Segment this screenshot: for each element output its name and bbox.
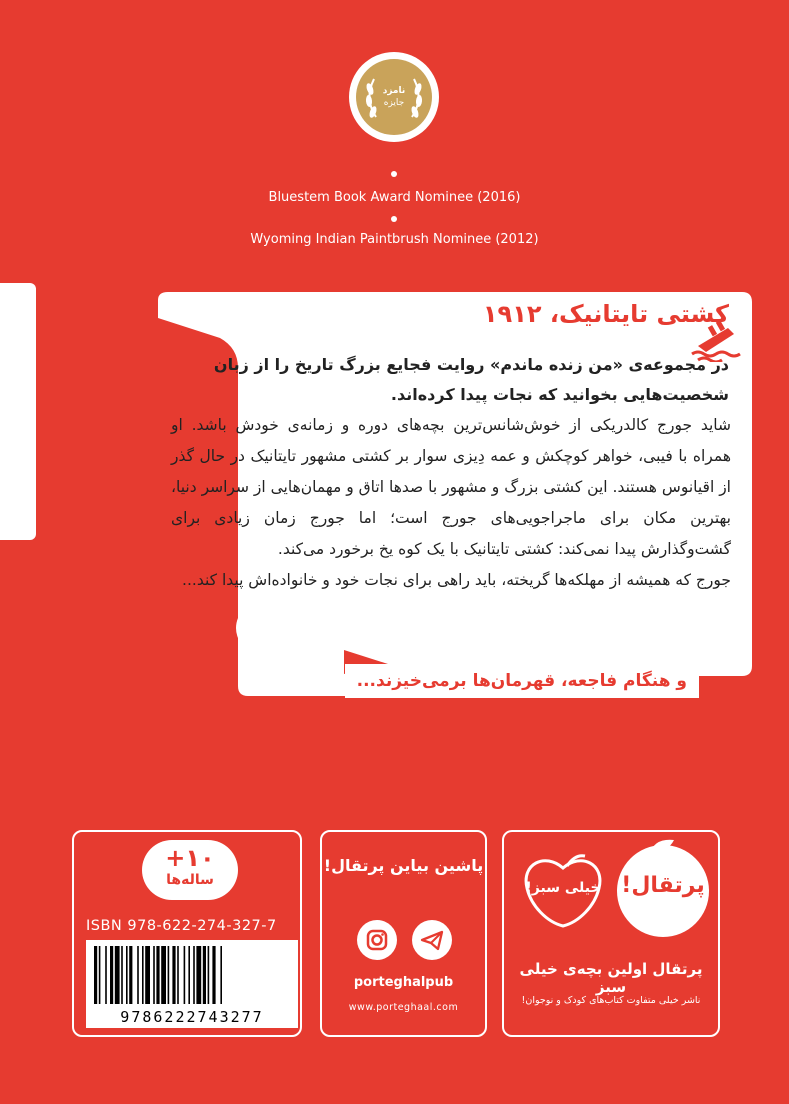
website-link[interactable]: www.porteghaal.com <box>348 1002 459 1013</box>
age-label: ساله‌ها <box>166 872 214 888</box>
award-nominee-2: Wyoming Indian Paintbrush Nominee (2012) <box>250 232 539 247</box>
barcode-bars <box>86 940 298 1010</box>
telegram-icon[interactable] <box>412 920 452 960</box>
age-badge <box>142 840 238 900</box>
instagram-icon[interactable] <box>357 920 397 960</box>
blurb-text <box>171 410 731 596</box>
separator-dot <box>391 171 397 177</box>
separator-dot <box>391 216 397 222</box>
seal-line1: نامزد <box>382 86 406 96</box>
publisher-slogan: پرتقال اولین بچه‌ی خیلی سبز <box>519 960 703 996</box>
tagline: و هنگام فاجعه، قهرمان‌ها برمی‌خیزند... <box>345 664 699 698</box>
blurb-paragraph-1: شاید جورج کالدریکی از خوش‌شانس‌ترین بچه‌های دوره و زمانه‌ی خودش باشد. او همراه با فیبی، خواهر کوچکش و عمه دِیزی سوار بر کشتی مشهور تایتانیک در حال گذر از اقیانوس هستند. این کشتی بزرگ و مشهور با صدها اتاق و مهمان‌هایی از سراسر دنیا، بهترین مکان برای ماجراجویی‌های جورج است؛ اما جورج زمان زیادی برای گشت‌وگذارش پیدا نمی‌کند: کشتی تایتانیک با یک کوه یخ برخورد می‌کند. <box>171 416 731 558</box>
social-handle[interactable]: porteghalpub <box>353 975 454 990</box>
publisher-subslogan: ناشر خیلی متفاوت کتاب‌های کودک و نوجوان! <box>521 995 701 1006</box>
publisher-logo-text: پرتقال! <box>621 873 705 898</box>
green-logo-text: خیلی سبز! <box>525 880 601 896</box>
seal-line2: جایزه <box>383 98 405 108</box>
award-nominee-1: Bluestem Book Award Nominee (2016) <box>268 190 521 205</box>
barcode-digits: 9786222743277 <box>120 1008 264 1026</box>
award-seal <box>349 52 439 142</box>
social-title: پاشین بیاین پرتقال! <box>323 856 484 875</box>
age-number: +۱۰ <box>165 844 215 872</box>
leaf-icon <box>648 836 678 856</box>
book-title: کشتی تایتانیک، ۱۹۱۲ <box>482 300 729 328</box>
seal-inner <box>356 59 432 135</box>
isbn-text: ISBN 978-622-274-327-7 <box>86 918 277 934</box>
barcode <box>86 940 298 1028</box>
series-intro: در مجموعه‌ی «من زنده ماندم» روایت فجایع بزرگ تاریخ را از زبان شخصیت‌هایی بخوانید که نجات پیدا کرده‌اند. <box>213 355 729 404</box>
blurb-paragraph-2: جورج که همیشه از مهلکه‌ها گریخته، باید راهی برای نجات خود و خانواده‌اش پیدا کند... <box>182 571 731 589</box>
